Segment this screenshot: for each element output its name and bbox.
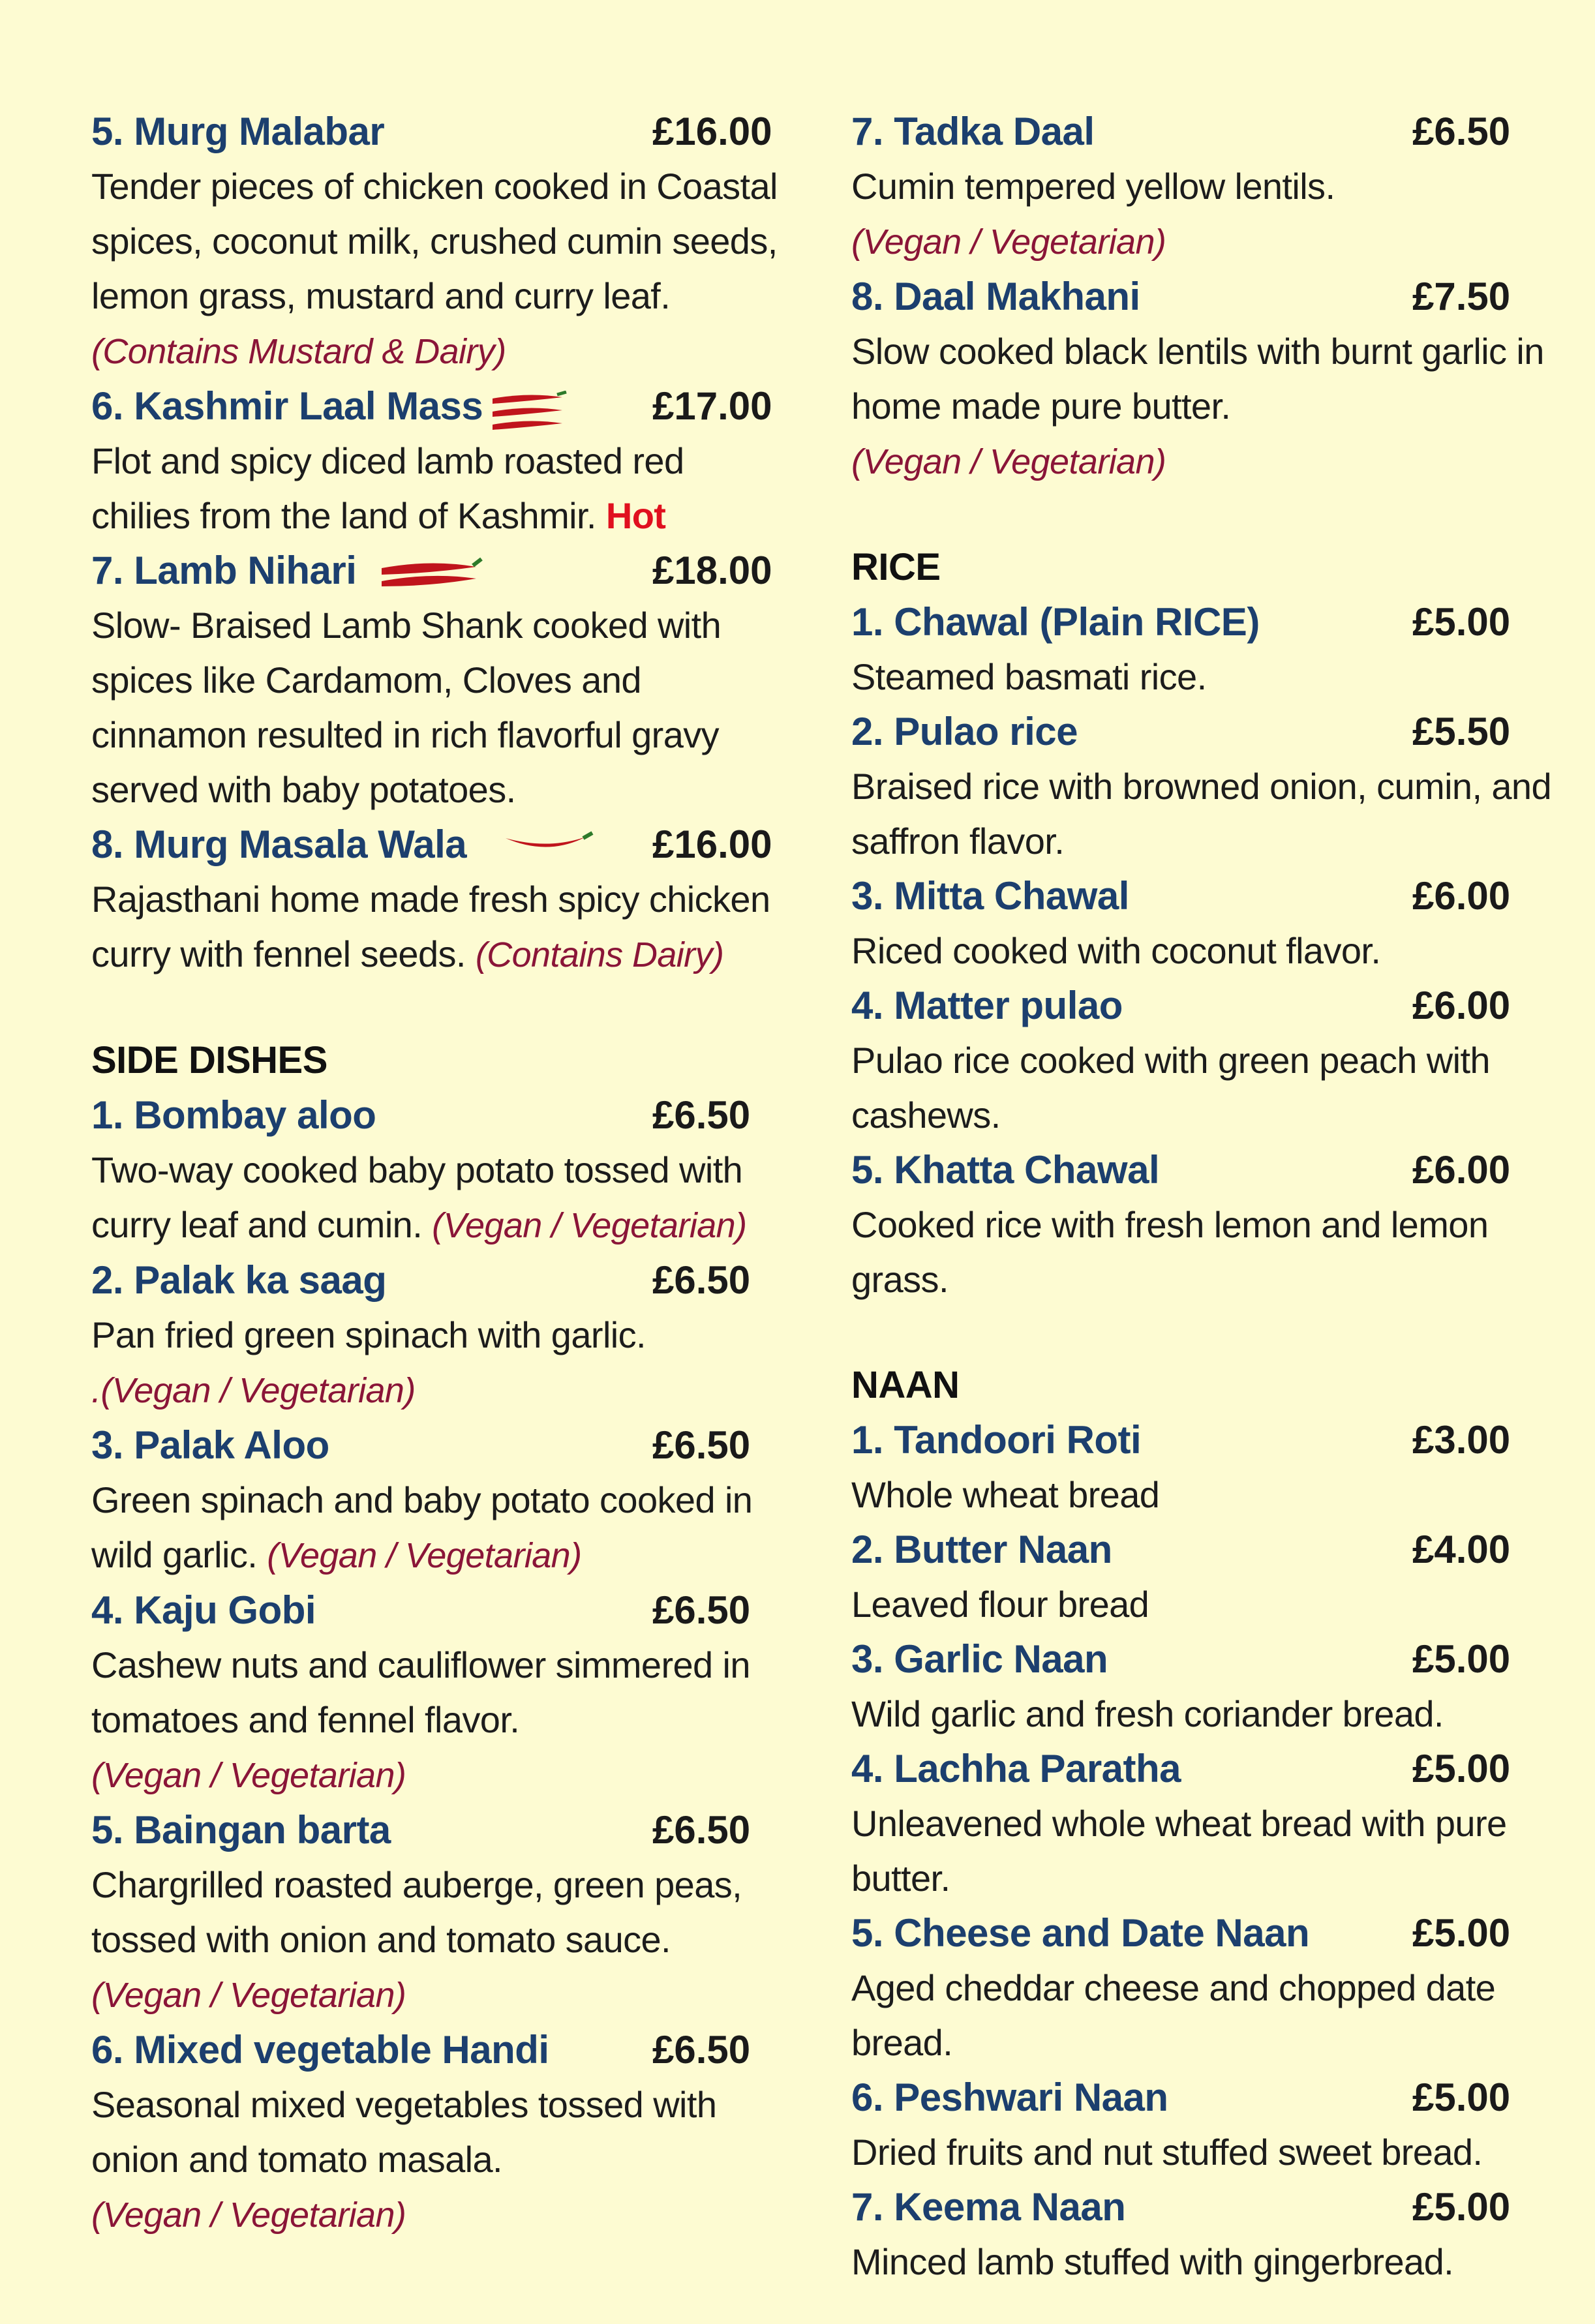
item-price: £3.00	[1412, 1418, 1511, 1462]
item-description: Unleavened whole wheat bread with pure butter.	[851, 1803, 1507, 1899]
item-description: Pan fried green spinach with garlic. .(Vegan / Vegetarian)	[91, 1314, 646, 1410]
item-name: 4. Lachha Paratha	[851, 1747, 1181, 1790]
item-name: 5. Khatta Chawal	[851, 1148, 1160, 1192]
item-note: (Contains Dairy)	[475, 935, 724, 974]
item-description: Pulao rice cooked with green peach with cashews.	[851, 1040, 1490, 1136]
item-price: £18.00	[652, 549, 772, 592]
item-name: 3. Garlic Naan	[851, 1637, 1108, 1681]
item-description: Dried fruits and nut stuffed sweet bread.	[851, 2132, 1483, 2173]
item-description: Wild garlic and fresh coriander bread.	[851, 1693, 1444, 1734]
item-note: (Vegan / Vegetarian)	[91, 2196, 406, 2235]
menu-item-butter-naan	[851, 1522, 1553, 1632]
hot-label: Hot	[605, 495, 666, 536]
item-name: 6. Peshwari Naan	[851, 2075, 1168, 2119]
item-description: Flot and spicy diced lamb roasted red chilies from the land of Kashmir. Hot	[91, 440, 684, 536]
item-price: £6.50	[652, 1588, 751, 1632]
item-name: 4. Matter pulao	[851, 984, 1123, 1027]
item-price: £6.50	[652, 1808, 751, 1852]
item-price: £5.00	[1412, 1747, 1511, 1790]
item-name: 8. Murg Masala Wala	[91, 822, 467, 866]
item-price: £16.00	[652, 110, 772, 153]
item-note: (Vegan / Vegetarian)	[851, 222, 1166, 262]
item-name: 6. Kashmir Laal Mass	[91, 384, 483, 428]
left-column	[91, 104, 783, 2242]
item-description: Cooked rice with fresh lemon and lemon grass.	[851, 1204, 1489, 1300]
menu-item-matter-pulao	[851, 978, 1553, 1143]
menu-item-keema-naan	[851, 2180, 1553, 2289]
item-price: £6.50	[652, 2028, 751, 2072]
item-name: 8. Daal Makhani	[851, 275, 1140, 318]
item-price: £7.50	[1412, 275, 1511, 318]
item-description: Chargrilled roasted auberge, green peas, tossed with onion and tomato sauce. (Vegan / Vegetarian)	[91, 1864, 742, 2015]
item-description: Whole wheat bread	[851, 1474, 1160, 1515]
item-name: 5. Baingan barta	[91, 1808, 391, 1852]
item-note: (Vegan / Vegetarian)	[851, 442, 1166, 481]
item-price: £5.00	[1412, 2185, 1511, 2229]
item-note: (Vegan / Vegetarian)	[91, 1756, 406, 1795]
menu-item-murg-masala-wala	[91, 817, 783, 982]
item-name: 1. Chawal (Plain RICE)	[851, 600, 1260, 644]
menu-item-bombay-aloo	[91, 1088, 783, 1253]
item-price: £6.50	[1412, 110, 1511, 153]
menu-item-khatta-chawal	[851, 1143, 1553, 1307]
menu-item-garlic-naan	[851, 1632, 1553, 1742]
item-price: £6.00	[1412, 984, 1511, 1027]
item-price: £5.00	[1412, 1911, 1511, 1955]
section-title-side-dishes: SIDE DISHES	[91, 1039, 327, 1081]
menu-item-mixed-vegetable-handi	[91, 2023, 783, 2242]
item-name: 1. Tandoori Roti	[851, 1418, 1142, 1462]
menu-item-peshwari-naan	[851, 2070, 1553, 2180]
menu-item-murg-malabar	[91, 104, 783, 379]
item-price: £5.00	[1412, 600, 1511, 644]
item-note: .(Vegan / Vegetarian)	[91, 1371, 416, 1410]
item-name: 5. Cheese and Date Naan	[851, 1911, 1310, 1955]
item-description: Leaved flour bread	[851, 1584, 1149, 1625]
item-name: 2. Butter Naan	[851, 1528, 1112, 1571]
menu-item-tandoori-roti	[851, 1413, 1553, 1522]
chili-icon	[502, 829, 594, 862]
item-price: £6.50	[652, 1258, 751, 1302]
menu-item-palak-ka-saag	[91, 1253, 783, 1418]
item-price: £4.00	[1412, 1528, 1511, 1571]
menu-item-mitta-chawal	[851, 869, 1553, 978]
item-price: £17.00	[652, 384, 772, 428]
item-note: (Vegan / Vegetarian)	[267, 1536, 582, 1575]
item-price: £6.00	[1412, 1148, 1511, 1192]
item-name: 2. Palak ka saag	[91, 1258, 387, 1302]
item-note: (Vegan / Vegetarian)	[432, 1206, 747, 1245]
item-description: Slow cooked black lentils with burnt garlic in home made pure butter. (Vegan / Vegetarian)	[851, 331, 1544, 481]
item-description: Cumin tempered yellow lentils. (Vegan / Vegetarian)	[851, 166, 1335, 262]
menu-item-cheese-and-date-naan	[851, 1906, 1553, 2070]
item-name: 7. Tadka Daal	[851, 110, 1095, 153]
item-price: £6.00	[1412, 874, 1511, 918]
item-name: 3. Mitta Chawal	[851, 874, 1129, 918]
item-name: 5. Murg Malabar	[91, 110, 385, 153]
item-description: Riced cooked with coconut flavor.	[851, 930, 1381, 971]
menu-item-lamb-nihari	[91, 543, 783, 817]
right-column	[851, 104, 1553, 2289]
item-description: Green spinach and baby potato cooked in wild garlic. (Vegan / Vegetarian)	[91, 1479, 753, 1575]
item-name: 7. Lamb Nihari	[91, 549, 357, 592]
item-description: Steamed basmati rice.	[851, 656, 1207, 697]
item-description: Braised rice with browned onion, cumin, and saffron flavor.	[851, 766, 1552, 862]
item-note: (Contains Mustard & Dairy)	[91, 332, 506, 371]
item-description: Slow- Braised Lamb Shank cooked with spices like Cardamom, Cloves and cinnamon resulted in rich flavorful gravy served with baby potatoes.	[91, 605, 722, 810]
item-price: £5.00	[1412, 1637, 1511, 1681]
item-description: Minced lamb stuffed with gingerbread.	[851, 2241, 1454, 2282]
menu-item-kaju-gobi	[91, 1583, 783, 1803]
item-name: 2. Pulao rice	[851, 710, 1078, 753]
item-price: £16.00	[652, 822, 772, 866]
item-name: 7. Keema Naan	[851, 2185, 1126, 2229]
item-name: 4. Kaju Gobi	[91, 1588, 316, 1632]
menu-item-palak-aloo	[91, 1418, 783, 1583]
item-price: £5.50	[1412, 710, 1511, 753]
menu-item-kashmir-laal-mass	[91, 379, 783, 543]
menu-item-pulao-rice	[851, 704, 1553, 869]
item-description: Two-way cooked baby potato tossed with curry leaf and cumin. (Vegan / Vegetarian)	[91, 1149, 747, 1245]
item-description: Rajasthani home made fresh spicy chicken curry with fennel seeds. (Contains Dairy)	[91, 879, 770, 974]
item-note: (Vegan / Vegetarian)	[91, 1976, 406, 2015]
menu-item-lachha-paratha	[851, 1742, 1553, 1906]
item-description: Tender pieces of chicken cooked in Coastal spices, coconut milk, crushed cumin seeds, lemon grass, mustard and curry leaf. (Contains Mustard & Dairy)	[91, 166, 778, 371]
item-description: Aged cheddar cheese and chopped date bread.	[851, 1967, 1496, 2063]
section-title-naan: NAAN	[851, 1364, 960, 1406]
menu-item-daal-makhani	[851, 269, 1553, 489]
item-name: 3. Palak Aloo	[91, 1423, 329, 1467]
chili-icon	[378, 555, 483, 594]
item-price: £6.50	[652, 1423, 751, 1467]
item-description: Seasonal mixed vegetables tossed with onion and tomato masala. (Vegan / Vegetarian)	[91, 2084, 717, 2235]
item-name: 1. Bombay aloo	[91, 1093, 376, 1137]
item-description: Cashew nuts and cauliflower simmered in tomatoes and fennel flavor. (Vegan / Vegetarian)	[91, 1644, 750, 1795]
item-name: 6. Mixed vegetable Handi	[91, 2028, 549, 2072]
section-title-rice: RICE	[851, 546, 941, 588]
item-price: £5.00	[1412, 2075, 1511, 2119]
menu-item-baingan-barta	[91, 1803, 783, 2023]
chili-icon	[489, 391, 568, 436]
menu-item-chawal	[851, 595, 1553, 704]
menu-item-tadka-daal	[851, 104, 1553, 269]
item-price: £6.50	[652, 1093, 751, 1137]
